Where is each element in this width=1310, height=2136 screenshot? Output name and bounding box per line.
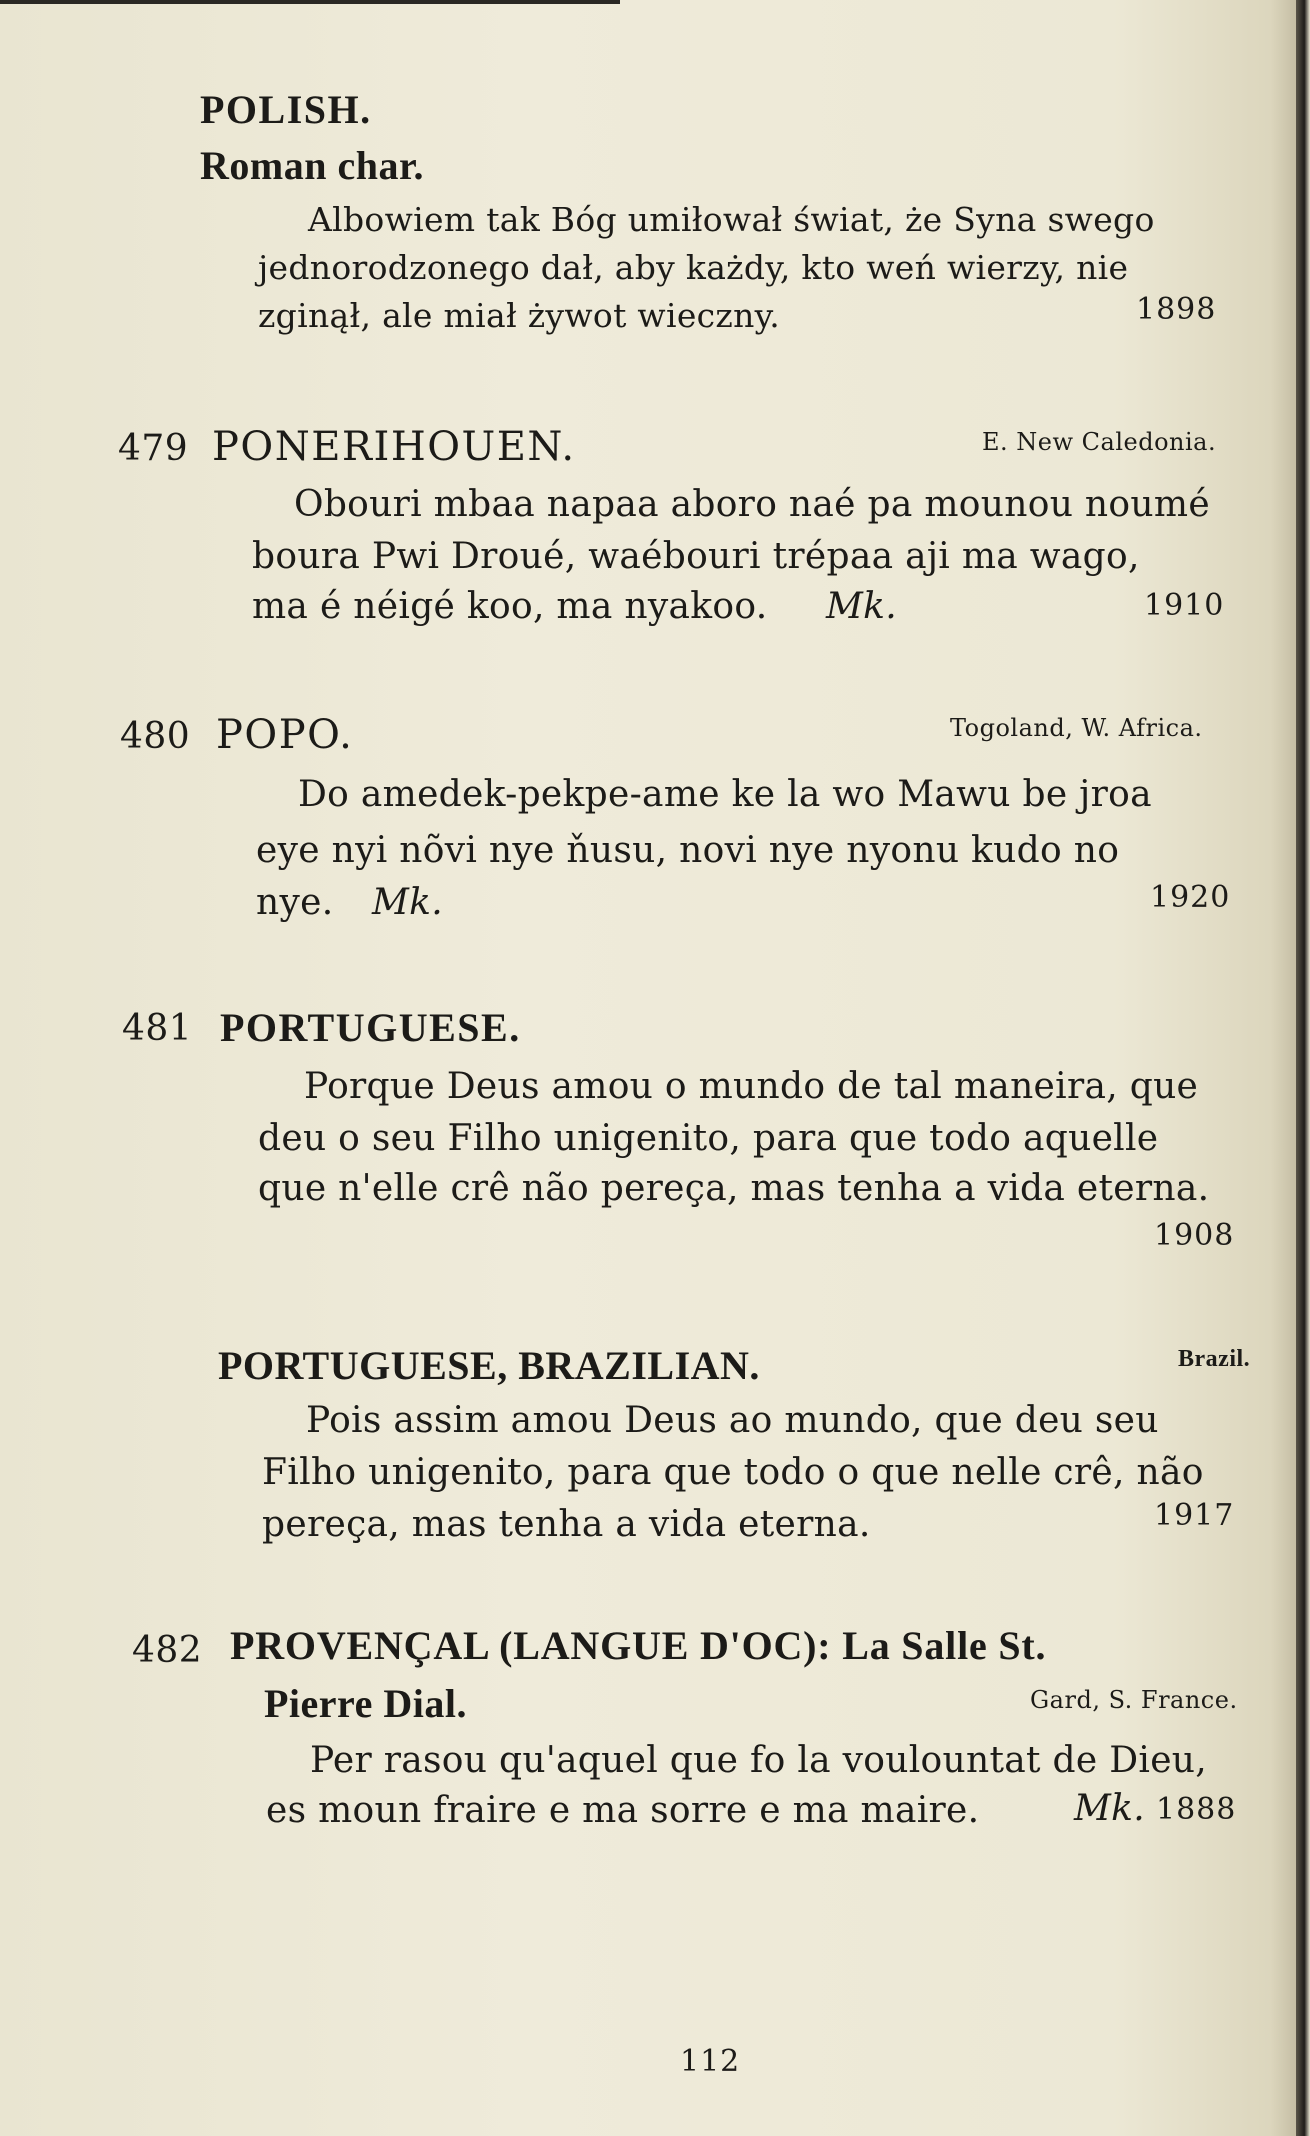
entry-number: 482 (132, 1630, 203, 1671)
mk-abbreviation: Mk. (826, 586, 898, 627)
text-line: eye nyi nõvi nye ňusu, novi nye nyonu kudo no (256, 830, 1120, 871)
region-label: Brazil. (1178, 1346, 1251, 1372)
entry-number: 479 (118, 428, 189, 469)
year: 1908 (1154, 1218, 1235, 1253)
region-label: Togoland, W. Africa. (950, 714, 1203, 742)
region-label: Gard, S. France. (1030, 1686, 1238, 1714)
text-line: Per rasou qu'aquel que fo la voulountat de Dieu, (310, 1740, 1208, 1781)
mk-abbreviation: Mk. (1074, 1788, 1146, 1829)
text-line: ma é néigé koo, ma nyakoo. (252, 586, 768, 627)
year: 1888 (1156, 1792, 1237, 1827)
top-rule (0, 0, 620, 4)
entry-number: 481 (122, 1008, 193, 1049)
text-line: zginął, ale miał żywot wieczny. (258, 296, 781, 335)
script-subheading: Roman char. (200, 143, 425, 188)
language-heading: POPO. (216, 712, 354, 758)
language-heading: PROVENÇAL (LANGUE D'OC): La Salle St. (230, 1623, 1047, 1668)
language-heading: PORTUGUESE, BRAZILIAN. (218, 1343, 760, 1388)
language-heading: PONERIHOUEN. (212, 424, 576, 470)
year: 1917 (1154, 1498, 1235, 1533)
text-line: Do amedek-pekpe-ame ke la wo Mawu be jroa (298, 774, 1152, 815)
text-line: deu o seu Filho unigenito, para que todo aquelle (258, 1118, 1159, 1159)
text-line: jednorodzonego dał, aby każdy, kto weń wierzy, nie (258, 248, 1129, 287)
dialect-subheading: Pierre Dial. (264, 1681, 467, 1726)
language-heading: PORTUGUESE. (220, 1005, 521, 1050)
year: 1920 (1150, 880, 1231, 915)
text-line: boura Pwi Droué, waébouri trépaa aji ma wago, (252, 536, 1140, 577)
text-line: Obouri mbaa napaa aboro naé pa mounou noumé (294, 484, 1210, 525)
text-line: Albowiem tak Bóg umiłował świat, że Syna swego (308, 200, 1155, 239)
mk-abbreviation: Mk. (372, 882, 444, 923)
text-line: nye. (256, 882, 334, 923)
year: 1910 (1144, 588, 1225, 623)
text-line: pereça, mas tenha a vida eterna. (262, 1504, 871, 1545)
text-line: Pois assim amou Deus ao mundo, que deu seu (306, 1400, 1159, 1441)
text-line: que n'elle crê não pereça, mas tenha a vida eterna. (258, 1168, 1210, 1209)
region-label: E. New Caledonia. (982, 428, 1217, 456)
text-line: Porque Deus amou o mundo de tal maneira, que (304, 1066, 1199, 1107)
year: 1898 (1136, 292, 1217, 327)
page-number: 112 (680, 2044, 741, 2079)
page-edge (1296, 0, 1310, 2136)
entry-number: 480 (120, 716, 191, 757)
language-heading: POLISH. (200, 87, 372, 132)
text-line: es moun fraire e ma sorre e ma maire. (266, 1790, 980, 1831)
text-line: Filho unigenito, para que todo o que nelle crê, não (262, 1452, 1204, 1493)
